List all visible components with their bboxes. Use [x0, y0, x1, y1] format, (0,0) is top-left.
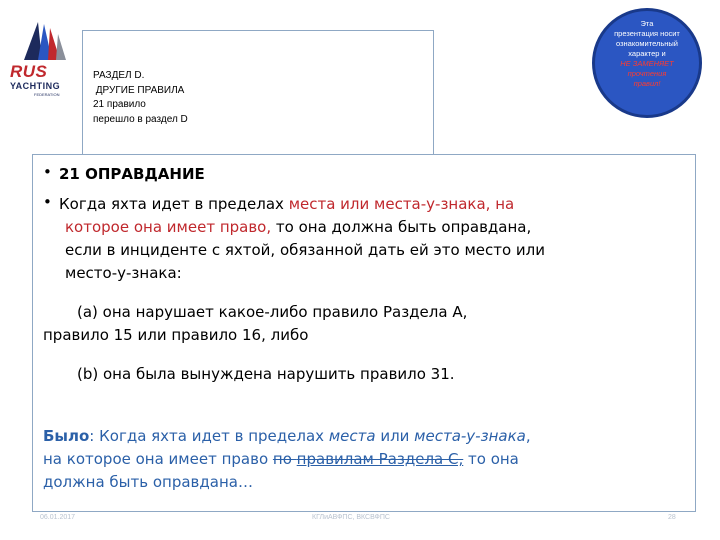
previous-wording-line: должна быть оправдана…: [43, 473, 253, 491]
rule-clause-a: (a) она нарушает какое-либо правило Раздела А,: [77, 303, 468, 321]
disclaimer-line: ознакомительный: [616, 39, 678, 48]
disclaimer-line: характер и: [628, 49, 666, 58]
rule-content-box: [32, 154, 696, 512]
previous-wording-label: Было: [43, 427, 90, 445]
disclaimer-emphasis: НЕ ЗАМЕНЯЕТ: [620, 59, 674, 68]
bullet-icon: •: [43, 193, 52, 211]
disclaimer-badge: [592, 8, 702, 118]
rule-text-line: [65, 216, 531, 239]
previous-wording-struck: правилам Раздела С,: [296, 450, 464, 468]
previous-wording-term: места: [328, 427, 376, 445]
rule-clause-b: (b) она была вынуждена нарушить правило 31.: [77, 365, 455, 383]
logo-federation-text: FEDERATION: [34, 92, 60, 97]
footer-page-number: 28: [668, 514, 676, 521]
disclaimer-emphasis: правил!: [633, 79, 661, 88]
section-title-line: перешло в раздел D: [93, 113, 188, 125]
rule-text-line: [59, 193, 514, 216]
previous-wording-line: [43, 448, 519, 471]
rule-text: то она должна быть оправдана,: [271, 218, 532, 236]
previous-wording-text: то она: [463, 450, 519, 468]
rule-text: Когда яхта идет в пределах: [59, 195, 289, 213]
rule-text-line: место-у-знака:: [65, 264, 182, 282]
rule-text-highlight: которое она имеет право,: [65, 218, 272, 236]
section-title: [93, 69, 333, 127]
disclaimer-line: презентация носит: [614, 29, 680, 38]
bullet-icon: •: [43, 163, 52, 181]
previous-wording-text: на которое она имеет право: [43, 450, 273, 468]
footer-date: 06.01.2017: [40, 514, 76, 521]
sail-logo-icon: [8, 20, 84, 68]
previous-wording-text: или: [375, 427, 415, 445]
logo-yachting-text: YACHTING: [10, 81, 61, 91]
previous-wording-term: места-у-знака: [414, 427, 526, 445]
rus-yachting-logo: [8, 20, 84, 100]
rule-text-line: если в инциденте с яхтой, обязанной дать ей это место или: [65, 241, 546, 259]
rule-text-highlight: места или места-у-знака, на: [288, 195, 515, 213]
previous-wording-text: : Когда яхта идет в пределах: [89, 427, 329, 445]
previous-wording-line: [43, 425, 531, 448]
section-title-line: РАЗДЕЛ D.: [93, 70, 145, 81]
section-title-line: ДРУГИЕ ПРАВИЛА: [93, 84, 185, 96]
disclaimer-emphasis: прочтения: [627, 69, 667, 78]
footer-author: КГЛиАВФПС, ВКСВФПС: [312, 514, 390, 521]
previous-wording-struck: по: [272, 450, 297, 468]
rule-clause-a-cont: правило 15 или правило 16, либо: [43, 326, 309, 344]
rule-title: 21 ОПРАВДАНИЕ: [59, 165, 205, 183]
disclaimer-line: Эта: [640, 19, 654, 28]
previous-wording-text: ,: [525, 427, 531, 445]
section-title-line: 21 правило: [93, 99, 146, 110]
header-box: [82, 30, 434, 154]
logo-rus-text: RUS: [10, 62, 48, 81]
